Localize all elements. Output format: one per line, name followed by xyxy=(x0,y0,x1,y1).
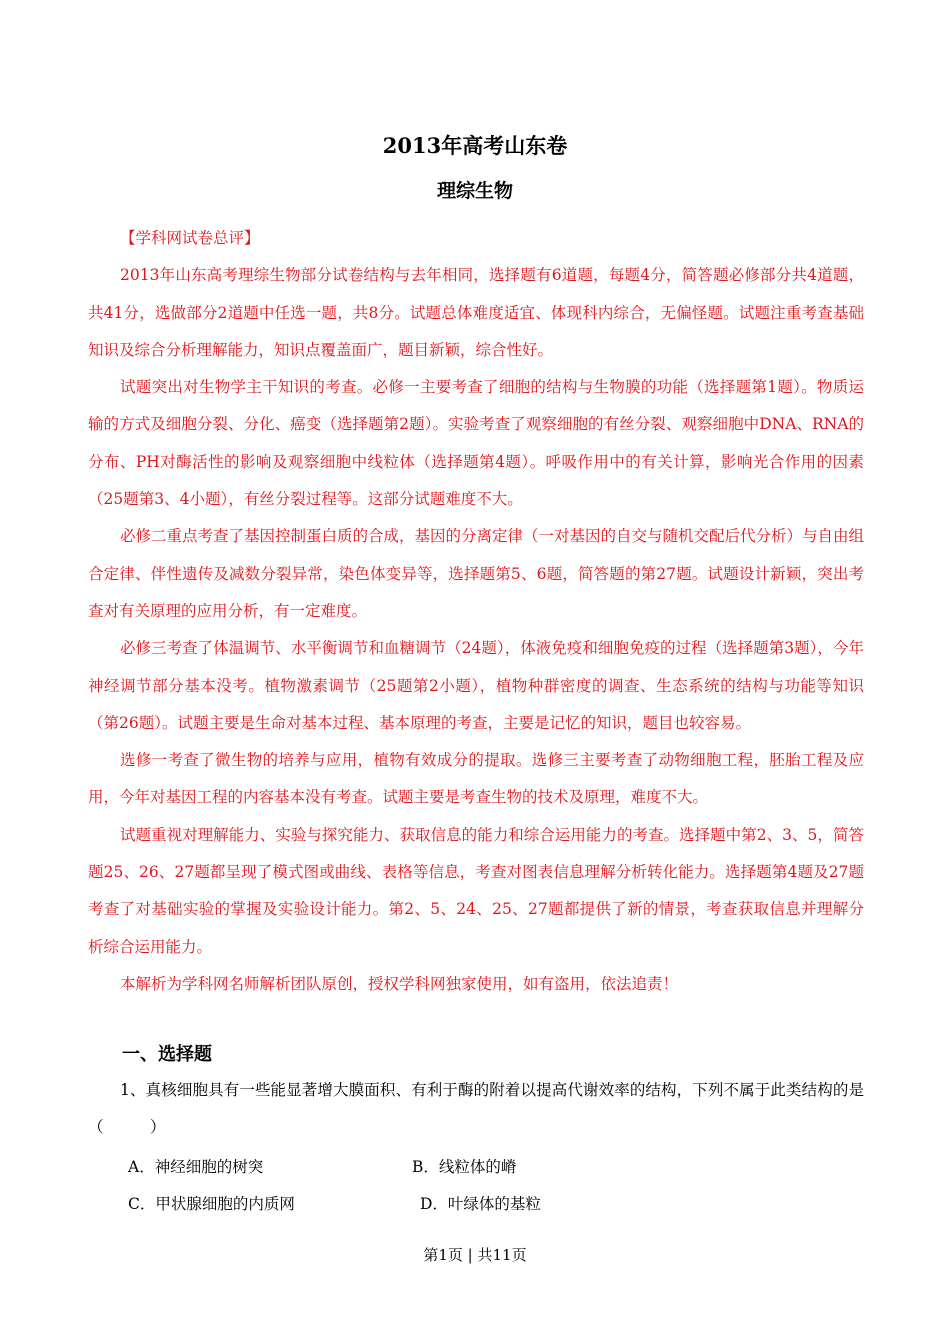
review-paragraph: 2013年山东高考理综生物部分试卷结构与去年相同，选择题有6道题，每题4分，简答题必修部分共4道题，共41分，选做部分2道题中任选一题，共8分。试题总体难度适宜、体现科内综合，无偏怪题。试题注重考查基础知识及综合分析理解能力，知识点覆盖面广，题目新颖，综合性好。 xyxy=(88,266,864,359)
option-b: B．线粒体的嵴 xyxy=(412,1158,517,1176)
option-c: C．甲状腺细胞的内质网 xyxy=(128,1195,295,1213)
exam-review xyxy=(88,220,864,1003)
review-paragraph: 必修二重点考查了基因控制蛋白质的合成，基因的分离定律（一对基因的自交与随机交配后代分析）与自由组合定律、伴性遗传及减数分裂异常，染色体变异等，选择题第5、6题，简答题的第27题。试题设计新颖，突出考查对有关原理的应用分析，有一定难度。 xyxy=(88,527,865,620)
review-paragraph: 试题重视对理解能力、实验与探究能力、获取信息的能力和综合运用能力的考查。选择题中第2、3、5，简答题25、26、27题都呈现了模式图或曲线、表格等信息，考查对图表信息理解分析转化能力。选择题第4题及27题考查了对基础实验的掌握及实验设计能力。第2、5、24、25、27题都提供了新的情景，考查获取信息并理解分析综合运用能力。 xyxy=(88,825,864,956)
option-a: A．神经细胞的树突 xyxy=(128,1158,264,1176)
option-d: D．叶绿体的基粒 xyxy=(420,1195,541,1213)
page-title: 2013年高考山东卷 xyxy=(382,133,568,158)
page-subtitle: 理综生物 xyxy=(436,180,513,202)
section-title: 一、选择题 xyxy=(122,1044,212,1065)
review-paragraph: 选修一考查了微生物的培养与应用，植物有效成分的提取。选修三主要考查了动物细胞工程，胚胎工程及应用，今年对基因工程的内容基本没有考查。试题主要是考查生物的技术及原理，难度不大。 xyxy=(88,751,864,807)
review-paragraph: 必修三考查了体温调节、水平衡调节和血糖调节（24题），体液免疫和细胞免疫的过程（选择题第3题），今年神经调节部分基本没考。植物激素调节（25题第2小题），植物种群密度的调查、生态系统的结构与功能等知识（第26题）。试题主要是生命对基本过程、基本原理的考查，主要是记忆的知识，题目也较容易。 xyxy=(88,639,864,732)
page-footer: 第1页 | 共11页 xyxy=(423,1246,527,1264)
review-heading: 【学科网试卷总评】 xyxy=(120,229,260,247)
review-paragraph: 试题突出对生物学主干知识的考查。必修一主要考查了细胞的结构与生物膜的功能（选择题第1题）。物质运输的方式及细胞分裂、分化、癌变（选择题第2题）。实验考查了观察细胞的有丝分裂、观察细胞中DNA、RNA的分布、PH对酶活性的影响及观察细胞中线粒体（选择题第4题）。呼吸作用中的有关计算，影响光合作用的因素（25题第3、4小题），有丝分裂过程等。这部分试题难度不大。 xyxy=(88,378,864,509)
review-copyright: 本解析为学科网名师解析团队原创，授权学科网独家使用，如有盗用，依法追责！ xyxy=(120,974,679,993)
question-stem: 1、真核细胞具有一些能显著增大膜面积、有利于酶的附着以提高代谢效率的结构，下列不属于此类结构的是（ ） xyxy=(88,1081,864,1137)
